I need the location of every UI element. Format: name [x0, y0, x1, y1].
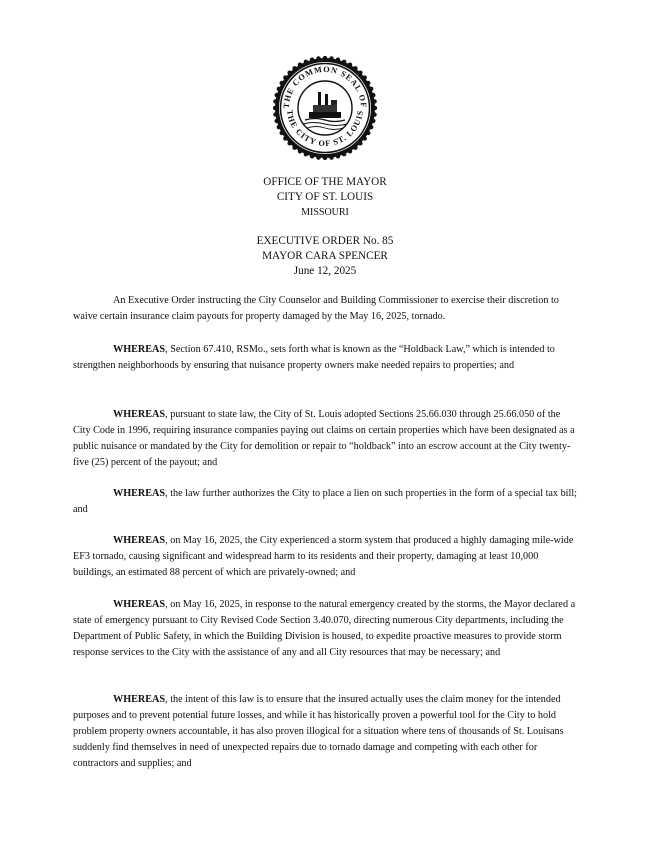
- whereas-paragraph: WHEREAS, on May 16, 2025, the City experienced a storm system that produced a highly damaging mile-wide EF3 tornado, causing significant and widespread harm to its residents and their property, damaging at least 10,000 buildings, an estimated 88 percent of which are privately-owned; and: [73, 535, 574, 578]
- state-heading: MISSOURI: [301, 207, 349, 218]
- office-heading: OFFICE OF THE MAYOR: [263, 176, 387, 188]
- whereas-paragraph: WHEREAS, the intent of this law is to ensure that the insured actually uses the claim money for the intended purposes and to prevent potential future losses, and while it has historically proven a powerful tool for the City to hold problem property owners accountable, it has also proven illogical for a situation where tens of thousands of St. Louisans suddenly find themselves in need of unexpected repairs due to tornado damage and competing with each other for contractors and supplies; and: [73, 694, 564, 769]
- mayor-name: MAYOR CARA SPENCER: [262, 250, 388, 262]
- order-date: June 12, 2025: [293, 265, 357, 277]
- intro-paragraph: An Executive Order instructing the City Counselor and Building Commissioner to exercise their discretion to waive certain insurance claim payouts for property damaged by the May 16, 2025, tornado.: [73, 295, 559, 322]
- city-heading: CITY OF ST. LOUIS: [276, 191, 374, 203]
- order-title: EXECUTIVE ORDER No. 85: [256, 235, 394, 247]
- whereas-paragraph: WHEREAS, on May 16, 2025, in response to the natural emergency created by the storms, the Mayor declared a state of emergency pursuant to City Revised Code Section 3.40.070, directing numerous City departments, including the Department of Public Safety, in which the Building Division is housed, to expedite proactive measures to provide storm response services to the City with the assistance of any and all City resources that may be necessary; and: [73, 599, 576, 658]
- whereas-label: WHEREAS: [113, 535, 166, 546]
- whereas-paragraph: WHEREAS, Section 67.410, RSMo., sets forth what is known as the “Holdback Law,” which is intended to strengthen neighborhoods by ensuring that nuisance property owners make needed repairs to properties; and: [73, 344, 555, 371]
- whereas-label: WHEREAS: [113, 344, 166, 355]
- whereas-label: WHEREAS: [113, 599, 166, 610]
- whereas-label: WHEREAS: [113, 488, 166, 499]
- whereas-paragraph: WHEREAS, pursuant to state law, the City of St. Louis adopted Sections 25.66.030 through 25.66.050 of the City Code in 1996, requiring insurance companies paying out claims on certain properties which have been designated as a public nuisance or mandated by the City for demolition or repair to “holdback” into an escrow account at the City twenty-five (25) percent of the payout; and: [73, 409, 575, 468]
- svg-text:THE COMMON SEAL OF: THE COMMON SEAL OF: [281, 64, 369, 109]
- svg-text:THE CITY OF ST. LOUIS: THE CITY OF ST. LOUIS: [284, 109, 366, 149]
- whereas-label: WHEREAS: [113, 694, 166, 705]
- whereas-paragraph: WHEREAS, the law further authorizes the City to place a lien on such properties in the form of a special tax bill; and: [73, 488, 577, 515]
- whereas-label: WHEREAS: [113, 409, 166, 420]
- city-seal-logo: [273, 56, 377, 160]
